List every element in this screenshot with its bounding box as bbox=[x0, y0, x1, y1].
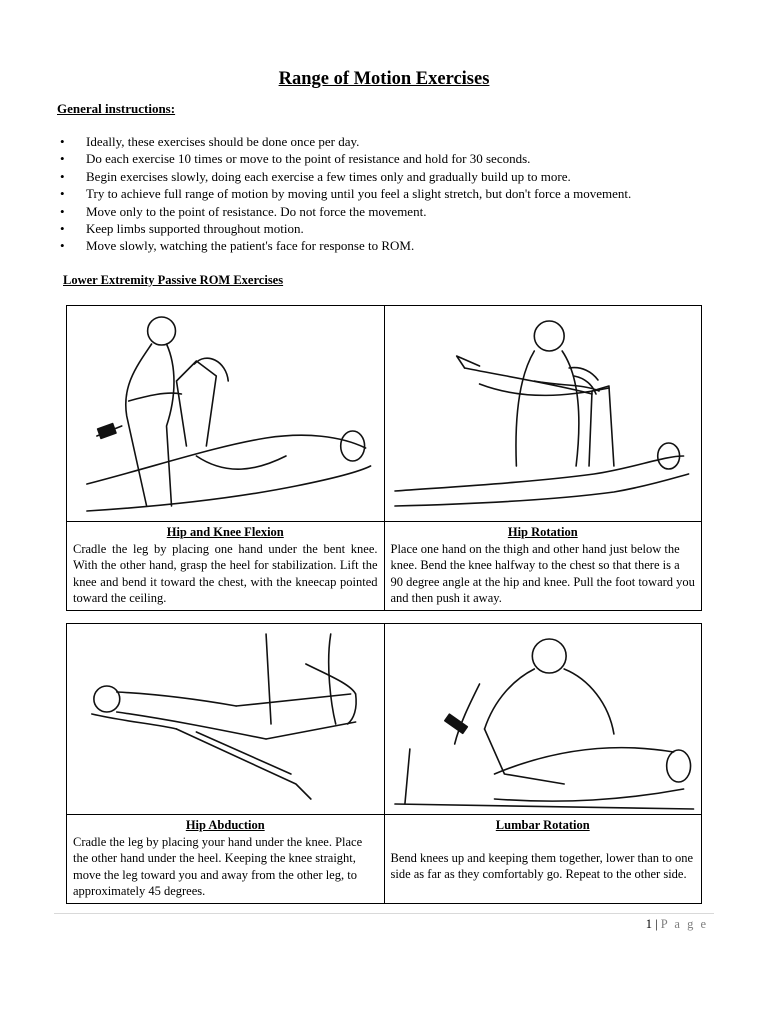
instruction-item: • Keep limbs supported throughout motion. bbox=[57, 220, 631, 237]
general-instructions-heading: General instructions: bbox=[57, 101, 176, 116]
lumbar-rotation-illustration bbox=[384, 624, 702, 815]
hip-abduction-illustration bbox=[67, 624, 385, 815]
exercise-description: Cradle the leg by placing your hand under the knee. Place the other hand under the heel. Keeping the knee straight, move the leg toward you and away from the other leg, to approximately 45 degrees. bbox=[73, 834, 363, 898]
exercise-description: Cradle the leg by placing one hand under the bent knee. With the other hand, grasp the heel for stabilization. Lift the knee and bend it toward the chest, with the kneecap pointed toward the ceiling. bbox=[73, 541, 378, 605]
footer-separator: | bbox=[655, 917, 658, 931]
page-label: P a g e bbox=[660, 917, 708, 931]
instructions-list bbox=[57, 133, 631, 255]
hip-knee-flexion-cell bbox=[67, 522, 385, 611]
exercise-table-lower bbox=[66, 623, 702, 904]
instruction-item: • Try to achieve full range of motion by moving until you feel a slight stretch, but don't force a movement. bbox=[57, 185, 631, 202]
page-title: Range of Motion Exercises bbox=[278, 69, 490, 89]
lumbar-rotation-cell bbox=[384, 815, 702, 904]
hip-knee-flexion-illustration bbox=[67, 306, 385, 522]
hip-rotation-cell bbox=[384, 522, 702, 611]
exercise-name: Lumbar Rotation bbox=[495, 818, 590, 832]
instruction-item: • Move slowly, watching the patient's face for response to ROM. bbox=[57, 237, 631, 254]
page-number: 1 bbox=[645, 917, 653, 931]
instruction-item: • Move only to the point of resistance. Do not force the movement. bbox=[57, 203, 631, 220]
page-footer bbox=[646, 917, 708, 932]
instruction-item: • Do each exercise 10 times or move to the point of resistance and hold for 30 seconds. bbox=[57, 150, 631, 167]
exercise-name: Hip Rotation bbox=[507, 525, 578, 539]
footer-divider bbox=[54, 913, 714, 914]
exercise-name: Hip Abduction bbox=[185, 818, 265, 832]
instruction-item: • Begin exercises slowly, doing each exercise a few times only and gradually build up to more. bbox=[57, 168, 631, 185]
section-heading: Lower Extremity Passive ROM Exercises bbox=[63, 273, 284, 287]
exercise-table-upper bbox=[66, 305, 702, 611]
exercise-description: Bend knees up and keeping them together, lower than to one side as far as they comfortably go. Repeat to the other side. bbox=[390, 850, 694, 881]
hip-abduction-cell bbox=[67, 815, 385, 904]
exercise-description: Place one hand on the thigh and other hand just below the knee. Bend the knee halfway to the chest so that there is a 90 degree angle at the hip and knee. Pull the foot toward you and then push it away. bbox=[390, 541, 695, 605]
exercise-name: Hip and Knee Flexion bbox=[166, 525, 284, 539]
instruction-item: • Ideally, these exercises should be done once per day. bbox=[57, 133, 631, 150]
hip-rotation-illustration bbox=[384, 306, 702, 522]
